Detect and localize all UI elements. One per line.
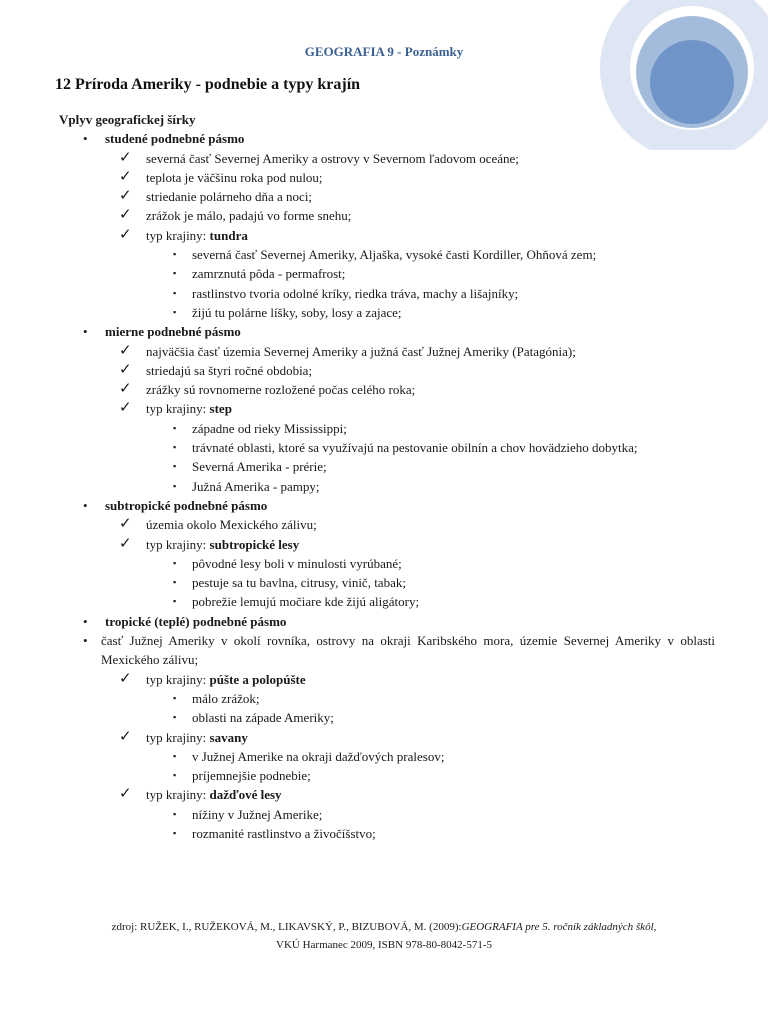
square-bullet-icon: ▪ <box>173 827 177 838</box>
square-bullet-icon: ▪ <box>173 306 177 317</box>
detail-item: ▪ pôvodné lesy boli v minulosti vyrúbané; <box>55 554 715 573</box>
list-item: ✓ severná časť Severnej Ameriky a ostrovy v Severnom ľadovom oceáne; <box>55 149 715 168</box>
square-bullet-icon: ▪ <box>173 461 177 472</box>
square-bullet-icon: ▪ <box>173 557 177 568</box>
document-header: GEOGRAFIA 9 - Poznámky <box>304 44 464 59</box>
detail-item: ▪ rozmanité rastlinstvo a živočíšstvo; <box>55 824 715 843</box>
square-bullet-icon: ▪ <box>173 750 177 761</box>
list-item: ✓ najväčšia časť územia Severnej Ameriky a južná časť Južnej Ameriky (Patagónia); <box>55 342 715 361</box>
square-bullet-icon: ▪ <box>173 596 177 607</box>
square-bullet-icon: ▪ <box>173 249 177 260</box>
list-item: ✓ striedajú sa štyri ročné obdobia; <box>55 361 715 380</box>
square-bullet-icon: ▪ <box>173 480 177 491</box>
detail-item: ▪ pestuje sa tu bavlna, citrusy, vinič, tabak; <box>55 573 715 592</box>
zone-heading: • mierne podnebné pásmo <box>55 322 715 341</box>
checkmark-icon: ✓ <box>119 670 132 687</box>
landscape-type: ✓ typ krajiny: dažďové lesy <box>55 785 715 804</box>
checkmark-icon: ✓ <box>119 535 132 552</box>
source-citation <box>40 918 728 954</box>
detail-item: ▪ v Južnej Amerike na okraji dažďových pralesov; <box>55 747 715 766</box>
landscape-type: ✓ typ krajiny: tundra <box>55 226 715 245</box>
checkmark-icon: ✓ <box>119 342 132 359</box>
detail-item: ▪ žijú tu polárne líšky, soby, losy a zajace; <box>55 303 715 322</box>
checkmark-icon: ✓ <box>119 188 132 205</box>
square-bullet-icon: ▪ <box>173 808 177 819</box>
checkmark-icon: ✓ <box>119 361 132 378</box>
square-bullet-icon: ▪ <box>173 692 177 703</box>
square-bullet-icon: ▪ <box>173 770 177 781</box>
landscape-type: ✓ typ krajiny: savany <box>55 728 715 747</box>
detail-item: ▪ Južná Amerika - pampy; <box>55 477 715 496</box>
bullet-icon: • <box>83 131 88 147</box>
citation-line-2: VKÚ Harmanec 2009, ISBN 978-80-8042-571-5 <box>276 939 492 951</box>
list-item: ✓ teplota je väčšinu roka pod nulou; <box>55 168 715 187</box>
notes-body <box>55 110 715 843</box>
checkmark-icon: ✓ <box>119 149 132 166</box>
detail-item: ▪ západne od rieky Mississippi; <box>55 419 715 438</box>
checkmark-icon: ✓ <box>119 226 132 243</box>
bullet-icon: • <box>83 497 88 513</box>
square-bullet-icon: ▪ <box>173 577 177 588</box>
checkmark-icon: ✓ <box>119 400 132 417</box>
landscape-type: ✓ typ krajiny: subtropické lesy <box>55 535 715 554</box>
checkmark-icon: ✓ <box>119 728 132 745</box>
detail-item: ▪ Severná Amerika - prérie; <box>55 457 715 476</box>
list-item: ✓ územia okolo Mexického zálivu; <box>55 515 715 534</box>
detail-item: ▪ málo zrážok; <box>55 689 715 708</box>
detail-item: ▪ zamrznutá pôda - permafrost; <box>55 264 715 283</box>
zone-heading: • tropické (teplé) podnebné pásmo <box>55 612 715 631</box>
detail-item: ▪ trávnaté oblasti, ktoré sa využívajú na pestovanie obilnín a chov hovädzieho dobytka; <box>55 438 715 457</box>
page-title: 12 Príroda Ameriky - podnebie a typy krajín <box>55 76 361 93</box>
zone-heading: • studené podnebné pásmo <box>55 129 715 148</box>
bullet-icon: • <box>83 613 88 629</box>
list-item: ✓ zrážok je málo, padajú vo forme snehu; <box>55 206 715 225</box>
detail-item: ▪ severná časť Severnej Ameriky, Aljaška, vysoké časti Kordiller, Ohňová zem; <box>55 245 715 264</box>
section-heading: Vplyv geografickej šírky <box>59 112 196 127</box>
checkmark-icon: ✓ <box>119 207 132 224</box>
citation-line-1: zdroj: RUŽEK, I., RUŽEKOVÁ, M., LIKAVSKÝ, P., BIZUBOVÁ, M. (2009):GEOGRAFIA pre 5. ročník základných škôl, <box>111 921 657 933</box>
square-bullet-icon: ▪ <box>173 422 177 433</box>
square-bullet-icon: ▪ <box>173 268 177 279</box>
detail-item: ▪ nížiny v Južnej Amerike; <box>55 805 715 824</box>
detail-item: ▪ rastlinstvo tvoria odolné kríky, riedka tráva, machy a lišajníky; <box>55 284 715 303</box>
detail-item: ▪ oblasti na západe Ameriky; <box>55 708 715 727</box>
checkmark-icon: ✓ <box>119 516 132 533</box>
bullet-icon: • <box>83 633 88 649</box>
landscape-type: ✓ typ krajiny: púšte a polopúšte <box>55 670 715 689</box>
square-bullet-icon: ▪ <box>173 442 177 453</box>
list-item: ✓ striedanie polárneho dňa a noci; <box>55 187 715 206</box>
zone-heading: • subtropické podnebné pásmo <box>55 496 715 515</box>
bullet-icon: • <box>83 324 88 340</box>
detail-item: ▪ príjemnejšie podnebie; <box>55 766 715 785</box>
checkmark-icon: ✓ <box>119 786 132 803</box>
zone-description: • časť Južnej Ameriky v okolí rovníka, ostrovy na okraji Karibského mora, územie Severnej Ameriky v oblasti Mexického zálivu; <box>83 633 715 668</box>
landscape-type: ✓ typ krajiny: step <box>55 399 715 418</box>
square-bullet-icon: ▪ <box>173 287 177 298</box>
checkmark-icon: ✓ <box>119 381 132 398</box>
detail-item: ▪ pobrežie lemujú močiare kde žijú aligátory; <box>55 592 715 611</box>
list-item: ✓ zrážky sú rovnomerne rozložené počas celého roka; <box>55 380 715 399</box>
checkmark-icon: ✓ <box>119 168 132 185</box>
square-bullet-icon: ▪ <box>173 712 177 723</box>
